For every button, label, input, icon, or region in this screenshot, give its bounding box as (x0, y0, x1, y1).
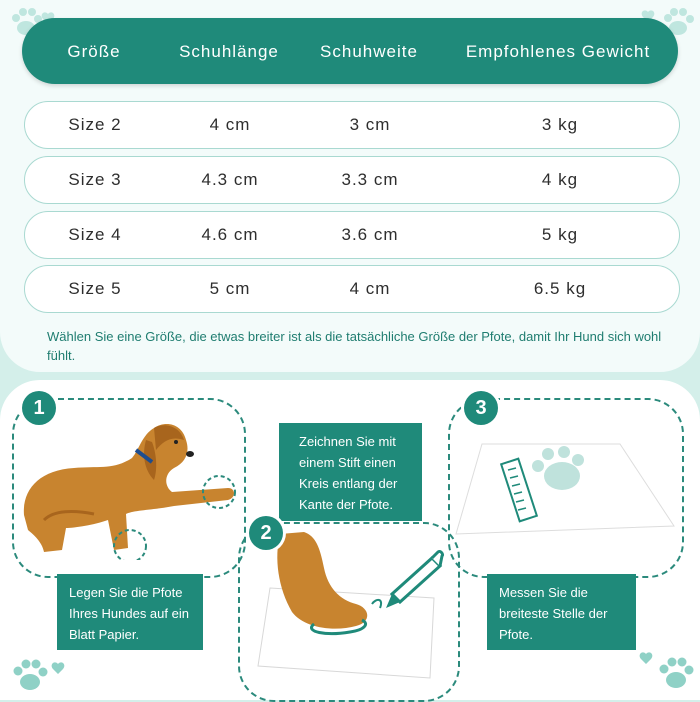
step-1-caption: Legen Sie die Pfote Ihres Hundes auf ein Blatt Papier. (57, 574, 203, 650)
sizing-note: Wählen Sie eine Größe, die etwas breiter ist als die tatsächliche Größe der Pfote, damit Ihr Hund sich wohl fühlt. (47, 329, 662, 363)
weight-cell: 4 kg (541, 170, 579, 189)
paw-print-icon (636, 646, 698, 696)
header-shoe-width: Schuhweite (320, 42, 418, 61)
width-cell: 3 cm (349, 115, 391, 134)
size-cell: Size 2 (68, 115, 122, 134)
weight-cell: 5 kg (541, 225, 579, 244)
paper-and-ruler-illustration (452, 430, 678, 540)
size-cell: Size 5 (68, 279, 122, 298)
dog-illustration (14, 410, 240, 560)
step-1-badge: 1 (22, 391, 56, 425)
step-3-badge: 3 (464, 391, 498, 425)
table-row (24, 211, 680, 259)
step-3-caption: Messen Sie die breiteste Stelle der Pfote. (487, 574, 636, 650)
width-cell: 4 cm (349, 279, 391, 298)
length-cell: 5 cm (209, 279, 251, 298)
width-cell: 3.3 cm (341, 170, 399, 189)
paw-print-icon (8, 652, 68, 696)
length-cell: 4 cm (209, 115, 251, 134)
size-cell: Size 3 (68, 170, 122, 189)
table-row (24, 101, 680, 149)
header-recommended-weight: Empfohlenes Gewicht (465, 42, 651, 61)
table-header (22, 18, 678, 84)
header-shoe-length: Schuhlänge (179, 42, 279, 61)
paper-and-pencil-illustration (244, 528, 452, 692)
step-2-caption: Zeichnen Sie mit einem Stift einen Kreis entlang der Kante der Pfote. (279, 423, 422, 521)
size-cell: Size 4 (68, 225, 122, 244)
table-row (24, 156, 680, 204)
length-cell: 4.6 cm (201, 225, 259, 244)
width-cell: 3.6 cm (341, 225, 399, 244)
header-size: Größe (67, 42, 121, 61)
table-row (24, 265, 680, 313)
step-2-badge: 2 (249, 516, 283, 550)
weight-cell: 6.5 kg (533, 279, 587, 298)
length-cell: 4.3 cm (201, 170, 259, 189)
weight-cell: 3 kg (541, 115, 579, 134)
